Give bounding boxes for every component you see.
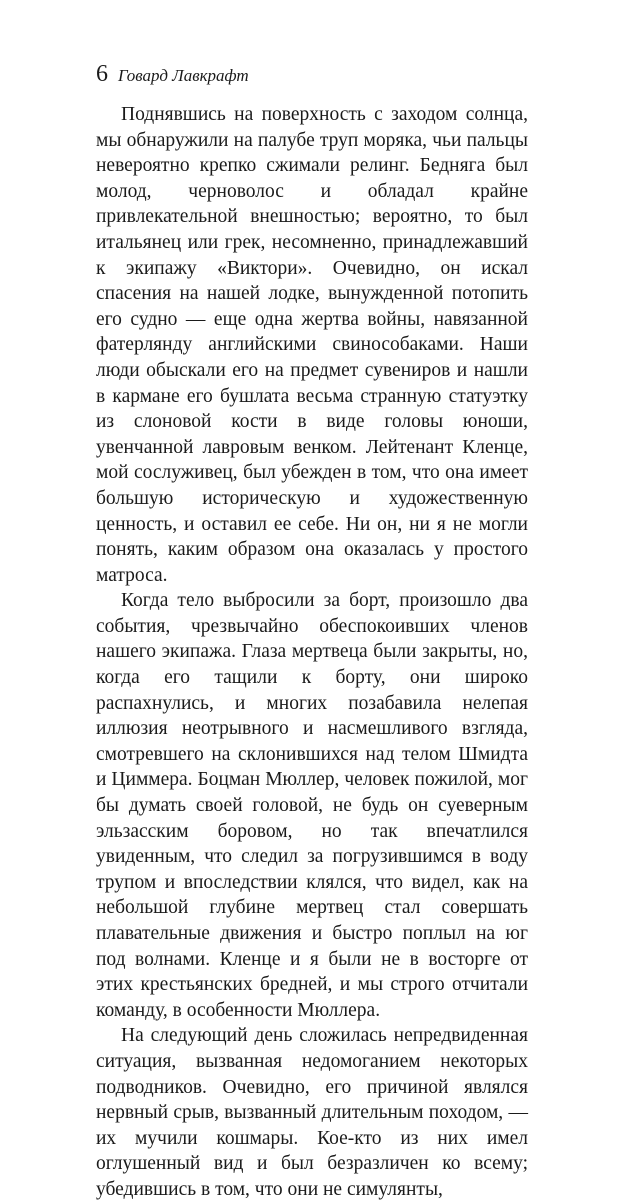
paragraph-3: На следующий день сложилась непредвиденная ситуация, вызванная недомоганием некоторых подводников. Очевидно, его причиной являлся нервный срыв, вызванный длительным походом, — их мучили кошмары. Кое-кто из них имел оглушенный вид и был безразличен ко всему; убедившись в том, что они не симулянты,: [96, 1025, 528, 1200]
paragraph-1: Поднявшись на поверхность с заходом солнца, мы обнаружили на палубе труп моряка, чьи пальцы невероятно крепко сжимали релинг. Бедняга был молод, черноволос и обладал крайне привлекательной внешностью; вероятно, то был итальянец или грек, несомненно, принадлежавший к экипажу «Виктори». Очевидно, он искал спасения на нашей лодке, вынужденной потопить его судно — еще одна жертва войны, навязанной фатерлянду английскими свинособаками. Наши люди обыскали его на предмет сувениров и нашли в кармане его бушлата весьма странную статуэтку из слоновой кости в виде головы юноши, увенчанной лавровым венком. Лейтенант Кленце, мой сослуживец, был убежден в том, что она имеет большую историческую и художественную ценность, и оставил ее себе. Ни он, ни я не могли понять, каким образом она оказалась у простого матроса.: [96, 104, 528, 586]
running-title: Говард Лавкрафт: [118, 66, 249, 85]
book-page: [96, 60, 528, 1203]
page-number: 6: [96, 61, 108, 87]
running-head: [96, 60, 528, 88]
body-text: [96, 102, 528, 1203]
paragraph-2: Когда тело выбросили за борт, произошло два события, чрезвычайно обеспокоивших членов нашего экипажа. Глаза мертвеца были закрыты, но, когда его тащили к борту, они широко распахнулись, и многих позабавила нелепая иллюзия неотрывного и насмешливого взгляда, смотревшего на склонившихся над телом Шмидта и Циммера. Боцман Мюллер, человек пожилой, мог бы думать своей головой, не будь он суеверным эльзасским боровом, но так впечатлился увиденным, что следил за погрузившимся в воду трупом и впоследствии клялся, что видел, как на небольшой глубине мертвец стал совершать плавательные движения и быстро поплыл на юг под волнами. Кленце и я были не в восторге от этих крестьянских бредней, и мы строго отчитали команду, в особенности Мюллера.: [96, 590, 528, 1021]
